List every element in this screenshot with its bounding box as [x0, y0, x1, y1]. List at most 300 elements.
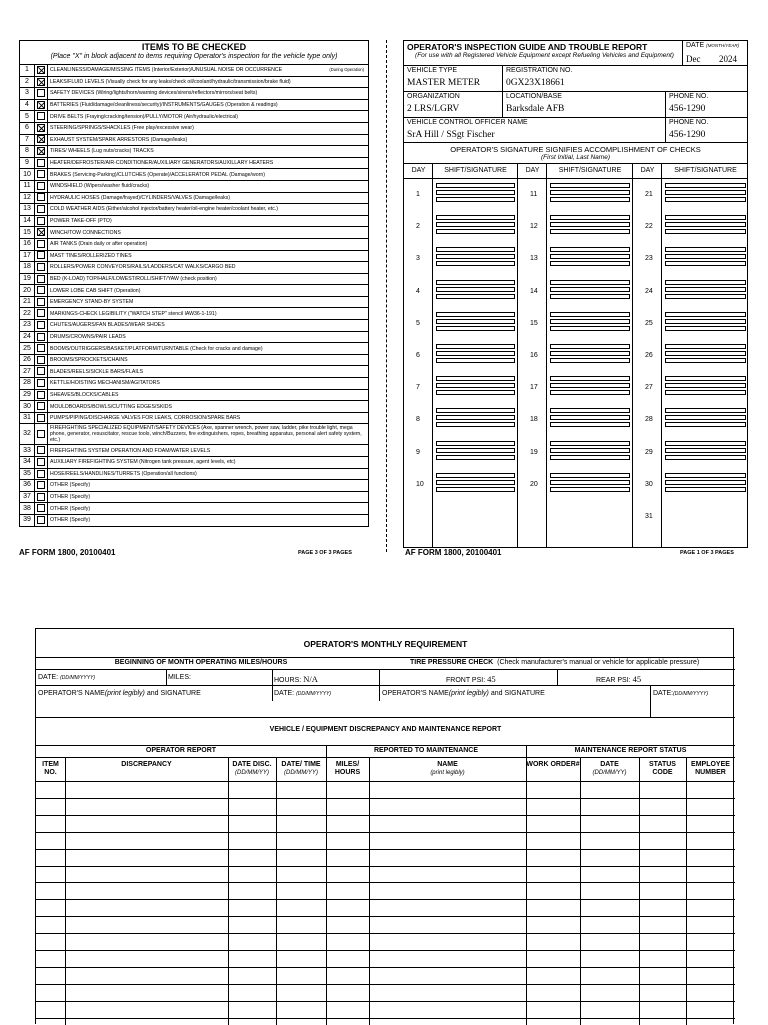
- checklist-row: [20, 215, 369, 227]
- signature-slot[interactable]: [550, 441, 630, 446]
- signature-slot[interactable]: [665, 312, 746, 317]
- item-number: 13: [20, 204, 35, 216]
- item-checkbox[interactable]: [37, 367, 45, 375]
- date-hint: (MONTH/YEAR): [706, 43, 740, 48]
- signature-slot[interactable]: [436, 197, 515, 202]
- tire-note: (Check manufacturer's manual or vehicle for applicable pressure): [497, 659, 700, 666]
- phone-label-2: PHONE NO.: [669, 119, 709, 126]
- vehicle-type-value: MASTER METER: [407, 78, 481, 88]
- checklist-row: [20, 146, 369, 158]
- name-header: NAME (print legibly): [430, 761, 465, 776]
- item-number: 28: [20, 378, 35, 390]
- status-code-header: STATUS CODE: [649, 761, 676, 776]
- signature-slot[interactable]: [550, 455, 630, 460]
- phone-field-2[interactable]: [665, 117, 748, 143]
- checklist-row: [20, 273, 369, 285]
- date-field-3[interactable]: DATE:(DD/MM/YYYY): [653, 690, 709, 697]
- signature-slot[interactable]: [436, 247, 515, 252]
- item-number: 29: [20, 389, 35, 401]
- signature-slot[interactable]: [550, 190, 630, 195]
- miles-field[interactable]: MILES:: [168, 674, 191, 681]
- signature-slot[interactable]: [665, 473, 746, 478]
- report-title-box: [403, 40, 683, 66]
- checklist-row: [20, 331, 369, 343]
- checklist-row: [20, 122, 369, 134]
- signature-slot[interactable]: [665, 408, 746, 413]
- checklist-row: [20, 445, 369, 457]
- signature-slot[interactable]: [665, 287, 746, 292]
- item-text: BROOMS/SPROCKETS/CHAINS: [50, 357, 128, 364]
- date-time-header: DATE/ TIME (DD/MM/YY): [281, 761, 321, 776]
- day-number: 7: [416, 384, 420, 392]
- checklist-row: [20, 457, 369, 469]
- item-number: 31: [20, 412, 35, 424]
- employee-number-header: EMPLOYEE NUMBER: [691, 761, 730, 776]
- item-number: 11: [20, 180, 35, 192]
- item-text: BLADES/REELS/SICKLE BARS/FLAILS: [50, 368, 144, 375]
- signature-slot[interactable]: [550, 480, 630, 485]
- item-number: 12: [20, 192, 35, 204]
- item-text: AIR TANKS (Drain daily or after operation): [50, 241, 148, 248]
- signature-slot[interactable]: [436, 455, 515, 460]
- day-number: 26: [645, 352, 653, 359]
- discrepancy-row[interactable]: [36, 984, 735, 985]
- signature-subtitle: (First Initial, Last Name): [541, 154, 610, 161]
- item-text: BATTERIES (Fluid/damage/cleanliness/security)/INSTRUMENTS/GAUGES (Operation & readings): [50, 102, 278, 109]
- signature-slot[interactable]: [665, 455, 746, 460]
- item-checkbox[interactable]: [37, 251, 45, 259]
- day-column-header: DAY: [411, 167, 426, 174]
- discrepancy-row[interactable]: [36, 950, 735, 951]
- signature-slot[interactable]: [550, 183, 630, 188]
- item-text: HOSE/REELS/HANDLINES/TURRETS (Operation/all functions): [50, 470, 197, 477]
- item-text: OTHER (Specify): [50, 505, 91, 512]
- signature-slot[interactable]: [436, 408, 515, 413]
- signature-slot[interactable]: [436, 261, 515, 266]
- signature-slot[interactable]: [665, 254, 746, 259]
- item-number: 2: [20, 76, 35, 88]
- signature-slot[interactable]: [550, 344, 630, 349]
- item-text: CLEANLINESS/DAMAGE/MISSING ITEMS (Interior/Exterior)/UNUSUAL NOISE OR OCCURRENCE: [50, 67, 283, 74]
- item-checkbox[interactable]: [37, 414, 45, 422]
- date-header: DATE (DD/MM/YY): [592, 761, 627, 776]
- item-number: 34: [20, 457, 35, 469]
- organization-value: 2 LRS/LGRV: [407, 104, 460, 114]
- vco-value: SrA Hill / SSgt Fischer: [407, 130, 495, 140]
- signature-slot[interactable]: [665, 441, 746, 446]
- item-text: HEATER/DEFROSTER/AIR-CONDITIONER/AUXILIARY GENERATORS/AUXILLARY HEATERS: [50, 160, 274, 167]
- signature-slot[interactable]: [436, 222, 515, 227]
- item-checkbox[interactable]: [37, 344, 45, 352]
- item-checkbox[interactable]: [37, 170, 45, 178]
- vehicle-type-field[interactable]: [403, 65, 503, 92]
- item-text: TIRES/ WHEELS (Lug nuts/cracks) TRACKS: [50, 148, 154, 155]
- item-checkbox[interactable]: [37, 135, 45, 143]
- checklist-row: [20, 514, 369, 526]
- items-checklist: [19, 40, 369, 527]
- signature-slot[interactable]: [665, 422, 746, 427]
- operator-name-field-1[interactable]: OPERATOR'S NAME(print legibly) and SIGNATURE: [38, 690, 201, 697]
- item-checkbox[interactable]: [37, 89, 45, 97]
- signature-slot[interactable]: [436, 473, 515, 478]
- signature-slot[interactable]: [665, 358, 746, 363]
- discrepancy-title: VEHICLE / EQUIPMENT DISCREPANCY AND MAINTENANCE REPORT: [269, 726, 502, 733]
- checklist-row: [20, 401, 369, 413]
- item-checkbox[interactable]: [37, 205, 45, 213]
- signature-slot[interactable]: [665, 383, 746, 388]
- item-number: 39: [20, 514, 35, 526]
- signature-slot[interactable]: [665, 390, 746, 395]
- day-number: 24: [645, 287, 653, 295]
- signature-slot[interactable]: [550, 197, 630, 202]
- discrepancy-row[interactable]: [36, 798, 735, 799]
- signature-slot[interactable]: [550, 351, 630, 356]
- item-checkbox[interactable]: [37, 446, 45, 454]
- item-number: 38: [20, 503, 35, 515]
- signature-grid: [403, 163, 748, 548]
- signature-slot[interactable]: [665, 326, 746, 331]
- signature-slot[interactable]: [436, 487, 515, 492]
- signature-slot[interactable]: [436, 422, 515, 427]
- item-checkbox[interactable]: [37, 147, 45, 155]
- signature-slot[interactable]: [665, 261, 746, 266]
- item-number: 8: [20, 146, 35, 158]
- item-number: 1: [20, 65, 35, 77]
- checklist-row: [20, 424, 369, 445]
- item-checkbox[interactable]: [37, 101, 45, 109]
- checklist-row: [20, 354, 369, 366]
- discrepancy-row[interactable]: [36, 815, 735, 816]
- signature-slot[interactable]: [665, 351, 746, 356]
- day-number: 2: [416, 223, 420, 231]
- signature-slot[interactable]: [665, 229, 746, 234]
- date-field-1[interactable]: DATE: (DD/MM/YYYY): [38, 674, 96, 681]
- checklist-row: [20, 491, 369, 503]
- signature-slot[interactable]: [436, 215, 515, 220]
- discrepancy-row[interactable]: [36, 781, 735, 782]
- registration-label: REGISTRATION NO.: [506, 67, 573, 74]
- item-number: 37: [20, 491, 35, 503]
- item-checkbox[interactable]: [37, 66, 45, 74]
- tire-label: TIRE PRESSURE CHECK: [410, 659, 494, 666]
- report-date-box[interactable]: [682, 40, 748, 66]
- discrepancy-row[interactable]: [36, 832, 735, 833]
- shift-signature-column-header: SHIFT/SIGNATURE: [558, 167, 622, 174]
- registration-value: 0GX23X18661: [506, 78, 565, 88]
- item-text: DRUMS/CROWNS/PAIR LEADS: [50, 333, 126, 340]
- discrepancy-row[interactable]: [36, 916, 735, 917]
- organization-field[interactable]: [403, 91, 503, 118]
- item-checkbox[interactable]: [37, 321, 45, 329]
- checklist-row: [20, 65, 369, 77]
- checklist-row: [20, 157, 369, 169]
- item-text: FIREFIGHTING SYSTEM OPERATION AND FOAM/WATER LEVELS: [50, 447, 211, 454]
- item-checkbox[interactable]: [37, 333, 45, 341]
- discrepancy-row[interactable]: [36, 882, 735, 883]
- checklist-row: [20, 204, 369, 216]
- signature-slot[interactable]: [550, 287, 630, 292]
- signature-slot[interactable]: [436, 326, 515, 331]
- signature-slot[interactable]: [436, 229, 515, 234]
- signature-slot[interactable]: [550, 229, 630, 234]
- day-number: 20: [530, 480, 538, 488]
- item-number: 26: [20, 354, 35, 366]
- signature-slot[interactable]: [550, 422, 630, 427]
- signature-slot[interactable]: [665, 215, 746, 220]
- signature-slot[interactable]: [665, 280, 746, 285]
- signature-slot[interactable]: [436, 441, 515, 446]
- item-checkbox[interactable]: [37, 124, 45, 132]
- item-text: MARKINGS-CHECK LEGIBILITY ("WATCH STEP" stencil IAW36-1-191): [50, 310, 217, 317]
- item-number: 18: [20, 262, 35, 274]
- day-number: 21: [645, 191, 653, 198]
- shift-signature-column-header: SHIFT/SIGNATURE: [444, 167, 507, 174]
- day-number: 9: [416, 448, 420, 456]
- item-number: 30: [20, 401, 35, 413]
- item-number: 27: [20, 366, 35, 378]
- signature-slot[interactable]: [665, 480, 746, 485]
- signature-slot[interactable]: [550, 326, 630, 331]
- day-column-header: DAY: [640, 167, 655, 174]
- signature-slot[interactable]: [436, 351, 515, 356]
- phone-value-1: 456-1290: [669, 104, 706, 114]
- signature-slot[interactable]: [665, 294, 746, 299]
- signature-slot[interactable]: [436, 254, 515, 259]
- right-page-number: PAGE 1 OF 3 PAGES: [680, 550, 734, 556]
- day-number: 16: [530, 352, 538, 359]
- hours-field[interactable]: HOURS: N/A: [274, 674, 318, 684]
- checklist-row: [20, 262, 369, 274]
- signature-slot[interactable]: [550, 358, 630, 363]
- item-number: 7: [20, 134, 35, 146]
- checklist-row: [20, 99, 369, 111]
- signature-slot[interactable]: [436, 312, 515, 317]
- item-checkbox[interactable]: [37, 193, 45, 201]
- day-number: 1: [416, 191, 420, 198]
- signature-slot[interactable]: [665, 197, 746, 202]
- signature-slot[interactable]: [550, 383, 630, 388]
- discrepancy-row[interactable]: [36, 1018, 735, 1019]
- item-text: CHUTES/AUGERS/FAN BLADES/WEAR SHOES: [50, 322, 165, 329]
- signature-slot[interactable]: [550, 215, 630, 220]
- item-checkbox[interactable]: [37, 228, 45, 236]
- signature-slot[interactable]: [665, 448, 746, 453]
- signature-slot[interactable]: [550, 487, 630, 492]
- item-text: KETTLE/HOISTING MECHANISM/AGITATORS: [50, 380, 160, 387]
- item-text: OTHER (Specify): [50, 517, 91, 524]
- item-number: 3: [20, 88, 35, 100]
- day-number: 4: [416, 287, 420, 295]
- signature-slot[interactable]: [436, 448, 515, 453]
- checklist-row: [20, 238, 369, 250]
- day-number: 3: [416, 255, 420, 263]
- item-checkbox[interactable]: [37, 516, 45, 524]
- reported-label: REPORTED TO MAINTENANCE: [373, 747, 479, 754]
- work-order-header: WORK ORDER#: [526, 761, 580, 768]
- signature-slot[interactable]: [550, 254, 630, 259]
- location-label: LOCATION/BASE: [506, 93, 562, 100]
- signature-slot[interactable]: [665, 344, 746, 349]
- checklist-row: [20, 88, 369, 100]
- signature-slot[interactable]: [436, 294, 515, 299]
- item-text: AUXILIARY FIREFIGHTING SYSTEM (Nitrogen tank pressure, agent levels, etc): [50, 459, 236, 466]
- signature-slot[interactable]: [665, 183, 746, 188]
- maintenance-status-label: MAINTENANCE REPORT STATUS: [574, 747, 687, 754]
- item-checkbox[interactable]: [37, 159, 45, 167]
- front-psi-value: 45: [487, 674, 496, 684]
- miles-hours-header: MILES/ HOURS: [334, 761, 361, 776]
- signature-slot[interactable]: [550, 473, 630, 478]
- checklist-row: [20, 227, 369, 239]
- day-number: 30: [645, 480, 653, 488]
- item-checkbox[interactable]: [37, 504, 45, 512]
- item-checkbox[interactable]: [37, 112, 45, 120]
- signature-slot[interactable]: [436, 344, 515, 349]
- signature-slot[interactable]: [436, 415, 515, 420]
- day-number: 15: [530, 319, 538, 327]
- item-text: WINCH/TOW CONNECTIONS: [50, 229, 121, 236]
- signature-slot[interactable]: [550, 376, 630, 381]
- signature-slot[interactable]: [436, 183, 515, 188]
- item-number: 9: [20, 157, 35, 169]
- item-number: 6: [20, 122, 35, 134]
- item-checkbox[interactable]: [37, 402, 45, 410]
- signature-slot[interactable]: [550, 222, 630, 227]
- discrepancy-row[interactable]: [36, 967, 735, 968]
- monthly-title: OPERATOR'S MONTHLY REQUIREMENT: [303, 639, 468, 649]
- signature-slot[interactable]: [665, 247, 746, 252]
- item-checkbox[interactable]: [37, 481, 45, 489]
- item-text: MAST TINES/ROLLERIZED TINES: [50, 252, 132, 259]
- discrepancy-row[interactable]: [36, 1001, 735, 1002]
- day-number: 13: [530, 255, 538, 263]
- item-number: 32: [20, 424, 35, 445]
- item-text: BOOMS/OUTRIGGERS/BASKET/PLATFORM/TURNTABLE (Check for cracks and damage): [50, 345, 263, 352]
- checklist-row: [20, 296, 369, 308]
- signature-slot[interactable]: [436, 358, 515, 363]
- item-checkbox[interactable]: [37, 182, 45, 190]
- item-checkbox[interactable]: [37, 240, 45, 248]
- day-number: 17: [530, 384, 538, 392]
- day-number: 29: [645, 448, 653, 456]
- item-number: 20: [20, 285, 35, 297]
- fold-line: [386, 40, 387, 552]
- signature-slot[interactable]: [665, 487, 746, 492]
- vco-label: VEHICLE CONTROL OFFICER NAME: [407, 119, 528, 126]
- signature-slot[interactable]: [550, 247, 630, 252]
- operator-name-field-2[interactable]: OPERATOR'S NAME(print legibly) and SIGNATURE: [382, 690, 545, 697]
- item-text: SAFETY DEVICES (Wiring/lights/horn/warning devices/sirens/reflectors/mirrors/seat belts): [50, 90, 258, 97]
- inspection-report: [403, 40, 748, 548]
- signature-slot[interactable]: [665, 190, 746, 195]
- item-checkbox[interactable]: [37, 309, 45, 317]
- checklist-row: [20, 468, 369, 480]
- signature-slot[interactable]: [436, 190, 515, 195]
- signature-slot[interactable]: [665, 415, 746, 420]
- item-checkbox[interactable]: [37, 275, 45, 283]
- checklist-row: [20, 320, 369, 332]
- signature-slot[interactable]: [550, 294, 630, 299]
- signature-slot[interactable]: [550, 312, 630, 317]
- discrepancy-header: DISCREPANCY: [121, 761, 172, 768]
- item-checkbox[interactable]: [37, 78, 45, 86]
- registration-field[interactable]: [502, 65, 748, 92]
- vehicle-type-label: VEHICLE TYPE: [407, 67, 458, 74]
- signature-slot[interactable]: [550, 261, 630, 266]
- signature-slot[interactable]: [436, 376, 515, 381]
- signature-slot[interactable]: [550, 390, 630, 395]
- discrepancy-row[interactable]: [36, 899, 735, 900]
- rear-psi-field[interactable]: REAR PSI: 45: [596, 674, 642, 684]
- date-month: Dec: [686, 54, 701, 64]
- discrepancy-row[interactable]: [36, 866, 735, 867]
- signature-slot[interactable]: [550, 415, 630, 420]
- right-form-id: AF FORM 1800, 20100401: [405, 548, 502, 557]
- item-checkbox[interactable]: [37, 470, 45, 478]
- item-text: LOWER LOBE CAB SHIFT (Operation): [50, 287, 141, 294]
- item-checkbox[interactable]: [37, 298, 45, 306]
- checklist-row: [20, 134, 369, 146]
- signature-slot[interactable]: [436, 280, 515, 285]
- checklist-row: [20, 76, 369, 88]
- location-field[interactable]: [502, 91, 666, 118]
- checklist-row: [20, 412, 369, 424]
- item-checkbox[interactable]: [37, 430, 45, 438]
- signature-slot[interactable]: [550, 408, 630, 413]
- signature-slot[interactable]: [436, 287, 515, 292]
- item-checkbox[interactable]: [37, 356, 45, 364]
- day-column-header: DAY: [525, 167, 540, 174]
- signature-slot[interactable]: [436, 319, 515, 324]
- item-checkbox[interactable]: [37, 493, 45, 501]
- signature-slot[interactable]: [436, 383, 515, 388]
- day-number: 28: [645, 416, 653, 424]
- discrepancy-row[interactable]: [36, 933, 735, 934]
- phone-field-1[interactable]: [665, 91, 748, 118]
- checklist-row: [20, 389, 369, 401]
- item-text: BED (K-LOAD) TOP/HALF/LOWEST/ROLL/SHIFT/YAW (check position): [50, 275, 217, 282]
- checklist-row: [20, 180, 369, 192]
- item-text: COLD WEATHER AIDS (Either/alcohol injector/battery heater/oil-engine heater/coolant heater, etc.): [50, 206, 278, 213]
- item-text: STEERING/SPRINGS/SHACKLES (Free play/excessive wear): [50, 125, 194, 132]
- signature-slot[interactable]: [665, 222, 746, 227]
- item-checkbox[interactable]: [37, 379, 45, 387]
- signature-slot[interactable]: [436, 390, 515, 395]
- signature-slot[interactable]: [665, 319, 746, 324]
- item-checkbox[interactable]: [37, 286, 45, 294]
- item-checkbox[interactable]: [37, 263, 45, 271]
- front-psi-field[interactable]: FRONT PSI: 45: [446, 674, 496, 684]
- item-text: WINDSHIELD (Wipers/washer fluid/cracks): [50, 183, 150, 190]
- item-number: 14: [20, 215, 35, 227]
- item-text: SHEAVES/BLOCKS/CABLES: [50, 391, 119, 398]
- signature-slot[interactable]: [665, 376, 746, 381]
- signature-slot[interactable]: [550, 448, 630, 453]
- item-checkbox[interactable]: [37, 217, 45, 225]
- signature-slot[interactable]: [550, 280, 630, 285]
- discrepancy-row[interactable]: [36, 849, 735, 850]
- signature-slot[interactable]: [436, 480, 515, 485]
- vco-field[interactable]: [403, 117, 666, 143]
- item-checkbox[interactable]: [37, 458, 45, 466]
- item-number: 22: [20, 308, 35, 320]
- report-subtitle: (For use with all Registered Vehicle Equipment except Refueling Vehicles and Equipment): [415, 52, 674, 59]
- item-text: HYDRAULIC HOSES (Damage/frayed)/CYLINDERS/VALVES (Damage/leaks): [50, 194, 230, 201]
- date-field-2[interactable]: DATE: (DD/MM/YYYY): [274, 690, 332, 697]
- report-title: OPERATOR'S INSPECTION GUIDE AND TROUBLE REPORT: [407, 42, 648, 52]
- item-checkbox[interactable]: [37, 391, 45, 399]
- signature-slot[interactable]: [550, 319, 630, 324]
